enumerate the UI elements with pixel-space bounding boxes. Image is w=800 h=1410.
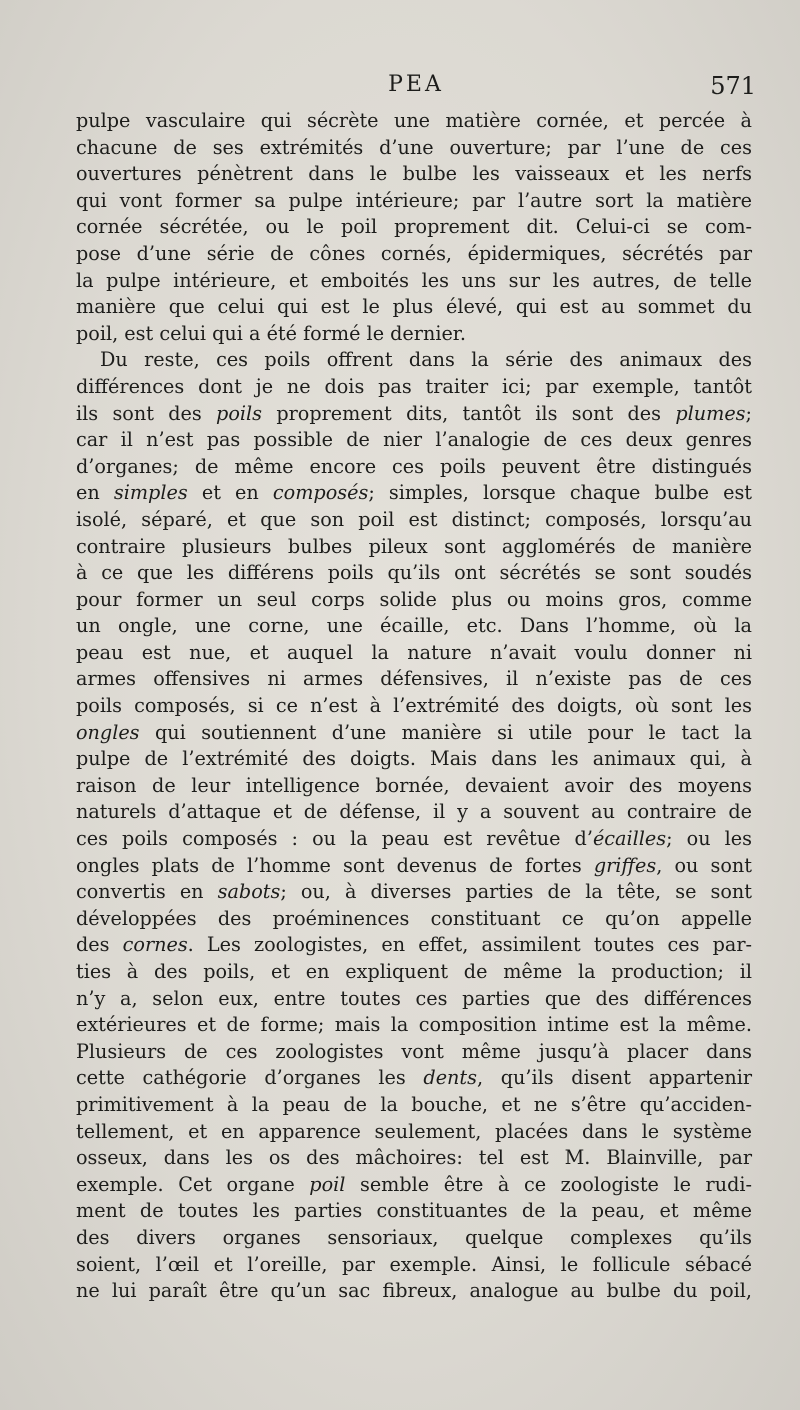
text-line: des cornes. Les zoologistes, en effet, assimilent toutes ces par- (76, 933, 752, 957)
italic-term: sabots (217, 880, 281, 904)
page-number: 571 (710, 72, 756, 100)
text-line: contraire plusieurs bulbes pileux sont agglomérés de manière (76, 534, 752, 558)
text-line: poils composés, si ce n’est à l’extrémité des doigts, où sont les (76, 694, 752, 718)
text-line: différences dont je ne dois pas traiter ici; par exemple, tantôt (76, 374, 752, 398)
text-line: ongles qui soutiennent d’une manière si utile pour le tact la (76, 720, 752, 744)
text-line: qui vont former sa pulpe intérieure; par l’autre sort la matière (76, 188, 752, 212)
italic-term: dents (423, 1066, 477, 1090)
text-line: car il n’est pas possible de nier l’analogie de ces deux genres (76, 428, 752, 452)
text-line: isolé, séparé, et que son poil est distinct; composés, lorsqu’au (76, 507, 752, 531)
italic-term: cornes (122, 933, 188, 957)
text-line: n’y a, selon eux, entre toutes ces parties que des différences (76, 986, 752, 1010)
text-line: tellement, et en apparence seulement, placées dans le système (76, 1119, 752, 1143)
text-line: convertis en sabots; ou, à diverses parties de la tête, se sont (76, 880, 752, 904)
text-line: exemple. Cet organe poil semble être à ce zoologiste le rudi- (76, 1172, 752, 1196)
text-line: manière que celui qui est le plus élevé, qui est au sommet du (76, 295, 752, 319)
text-line: armes offensives ni armes défensives, il n’existe pas de ces (76, 667, 752, 691)
text-line: osseux, dans les os des mâchoires: tel est M. Blainville, par (76, 1146, 752, 1170)
text-line: ongles plats de l’homme sont devenus de fortes griffes, ou sont (76, 853, 752, 877)
text-line: d’organes; de même encore ces poils peuvent être distingués (76, 454, 752, 478)
text-line: un ongle, une corne, une écaille, etc. Dans l’homme, où la (76, 614, 752, 638)
text-line: pose d’une série de cônes cornés, épidermiques, sécrétés par (76, 241, 752, 265)
text-line: la pulpe intérieure, et emboités les uns sur les autres, de telle (76, 268, 752, 292)
text-line: développées des proéminences constituant ce qu’on appelle (76, 906, 752, 930)
italic-term: plumes (675, 401, 746, 425)
text-line: Plusieurs de ces zoologistes vont même jusqu’à placer dans (76, 1039, 752, 1063)
text-line: primitivement à la peau de la bouche, et ne s’être qu’acciden- (76, 1092, 752, 1116)
running-head (76, 72, 756, 108)
text-line: ils sont des poils proprement dits, tantôt ils sont des plumes; (76, 401, 752, 425)
text-line: soient, l’œil et l’oreille, par exemple. Ainsi, le follicule sébacé (76, 1252, 752, 1276)
italic-term: poils (216, 401, 263, 425)
text-line: ces poils composés : ou la peau est revêtue d’écailles; ou les (76, 827, 752, 851)
text-line: pulpe vasculaire qui sécrète une matière cornée, et percée à (76, 109, 752, 132)
text-line: cette cathégorie d’organes les dents, qu’ils disent appartenir (76, 1066, 753, 1090)
text-line: cornée sécrétée, ou le poil proprement dit. Celui-ci se com- (76, 215, 752, 239)
body-text (76, 108, 752, 1305)
text-line: ties à des poils, et en expliquent de même la production; il (76, 960, 752, 983)
text-line: en simples et en composés; simples, lorsque chaque bulbe est (76, 481, 752, 505)
text-line: raison de leur intelligence bornée, devaient avoir des moyens (76, 773, 752, 797)
text-line: ment de toutes les parties constituantes de la peau, et même (76, 1199, 752, 1223)
text-line: chacune de ses extrémités d’une ouverture; par l’une de ces (76, 135, 752, 159)
italic-term: ongles (76, 720, 140, 744)
text-line: ne lui paraît être qu’un sac fibreux, analogue au bulbe du poil, (76, 1279, 752, 1303)
italic-term: simples (113, 481, 188, 505)
text-line: pour former un seul corps solide plus ou moins gros, comme (76, 587, 752, 611)
italic-term: griffes (593, 853, 657, 877)
italic-term: poil (309, 1172, 346, 1196)
italic-term: composés (272, 481, 369, 505)
text-line: peau est nue, et auquel la nature n’avait voulu donner ni (76, 640, 752, 664)
text-line: ouvertures pénètrent dans le bulbe les vaisseaux et les nerfs (76, 162, 752, 186)
text-line: poil, est celui qui a été formé le dernier. (76, 321, 466, 345)
text-line: Du reste, ces poils offrent dans la série des animaux des (100, 348, 752, 372)
running-head-title: PEA (388, 72, 444, 97)
text-line: extérieures et de forme; mais la composition intime est la même. (76, 1013, 752, 1037)
text-line: naturels d’attaque et de défense, il y a souvent au contraire de (76, 800, 752, 824)
text-line: pulpe de l’extrémité des doigts. Mais dans les animaux qui, à (76, 747, 752, 771)
text-line: à ce que les différens poils qu’ils ont sécrétés se sont soudés (76, 561, 752, 585)
italic-term: écailles (592, 827, 667, 851)
text-line: des divers organes sensoriaux, quelque complexes qu’ils (76, 1225, 752, 1249)
